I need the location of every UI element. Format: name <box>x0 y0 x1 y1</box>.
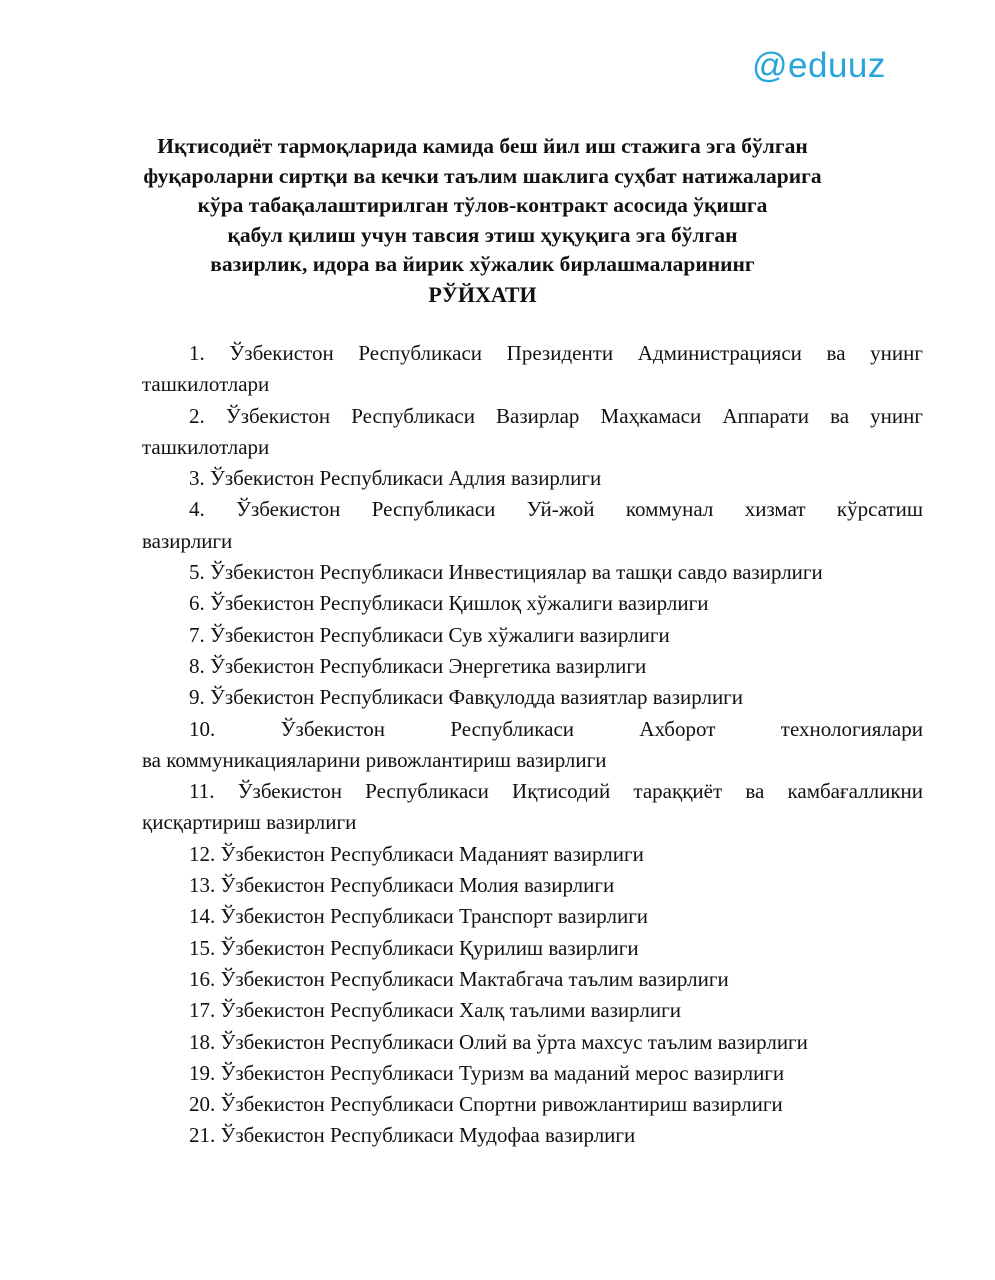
list-item: 11. Ўзбекистон Республикаси Иқтисодий тараққиёт ва камбағалликни қисқартириш вазирлиги <box>142 779 923 835</box>
ministry-list <box>142 338 923 1152</box>
list-item: 2. Ўзбекистон Республикаси Вазирлар Маҳкамаси Аппарати ва унинг ташкилотлари <box>142 403 923 459</box>
watermark-handle: @eduuz <box>752 46 886 85</box>
list-item: 12. Ўзбекистон Республикаси Маданият вазирлиги <box>189 841 644 866</box>
list-item: 18. Ўзбекистон Республикаси Олий ва ўрта махсус таълим вазирлиги <box>189 1029 808 1054</box>
list-item: 5. Ўзбекистон Республикаси Инвестициялар ва ташқи савдо вазирлиги <box>189 560 823 585</box>
document-heading <box>100 132 865 309</box>
list-item: 8. Ўзбекистон Республикаси Энергетика вазирлиги <box>189 653 647 678</box>
heading-line: вазирлик, идора ва йирик хўжалик бирлашмаларининг <box>210 252 755 276</box>
list-item: 16. Ўзбекистон Республикаси Мактабгача таълим вазирлиги <box>189 966 729 991</box>
list-item: 1. Ўзбекистон Республикаси Президенти Администрацияси ва унинг ташкилотлари <box>142 341 923 397</box>
list-item: 6. Ўзбекистон Республикаси Қишлоқ хўжалиги вазирлиги <box>189 591 709 616</box>
list-item: 15. Ўзбекистон Республикаси Қурилиш вазирлиги <box>189 935 639 960</box>
list-item: 19. Ўзбекистон Республикаси Туризм ва маданий мерос вазирлиги <box>189 1060 785 1085</box>
list-item: 17. Ўзбекистон Республикаси Халқ таълими вазирлиги <box>189 998 681 1023</box>
list-item: 13. Ўзбекистон Республикаси Молия вазирлиги <box>189 873 615 898</box>
heading-line: қабул қилиш учун тавсия этиш ҳуқуқига эга бўлган <box>227 222 738 247</box>
list-item: 20. Ўзбекистон Республикаси Спортни ривожлантириш вазирлиги <box>189 1092 783 1117</box>
list-item: 3. Ўзбекистон Республикаси Адлия вазирлиги <box>189 466 602 491</box>
document-title: РЎЙХАТИ <box>428 281 537 307</box>
list-item: 9. Ўзбекистон Республикаси Фавқулодда вазиятлар вазирлиги <box>189 685 744 710</box>
list-item: 10. Ўзбекистон Республикаси Ахборот технологиялари ва коммуникацияларини ривожлантириш вазирлиги <box>142 716 923 772</box>
heading-line: кўра табақалаштирилган тўлов-контракт асосида ўқишга <box>197 193 768 217</box>
list-item: 4. Ўзбекистон Республикаси Уй-жой коммунал хизмат кўрсатиш вазирлиги <box>142 497 924 553</box>
list-item: 14. Ўзбекистон Республикаси Транспорт вазирлиги <box>189 904 649 929</box>
list-item: 21. Ўзбекистон Республикаси Мудофаа вазирлиги <box>189 1123 636 1148</box>
heading-line: фуқароларни сиртқи ва кечки таълим шаклига суҳбат натижаларига <box>143 163 822 188</box>
heading-line: Иқтисодиёт тармоқларида камида беш йил иш стажига эга бўлган <box>157 134 808 158</box>
list-item: 7. Ўзбекистон Республикаси Сув хўжалиги вазирлиги <box>189 622 670 647</box>
